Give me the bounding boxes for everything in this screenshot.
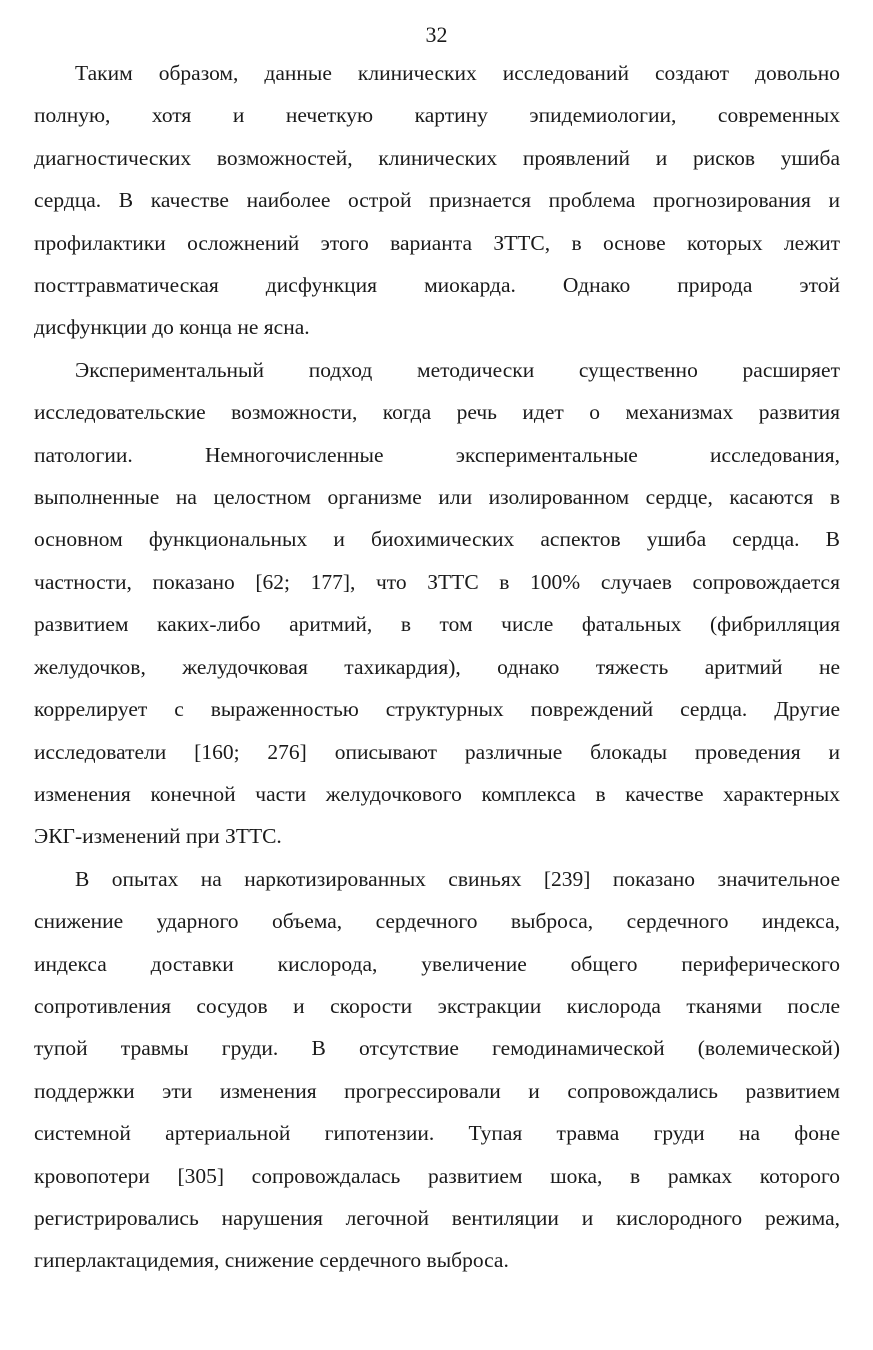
text-line: тупой травмы груди. В отсутствие гемодинамической (волемической) <box>34 1036 840 1061</box>
page-number: 32 <box>425 22 448 47</box>
text-line: кровопотери [305] сопровождалась развитием шока, в рамках которого <box>34 1163 840 1188</box>
text-line: исследовательские возможности, когда речь идет о механизмах развития <box>34 400 840 425</box>
text-line: индекса доставки кислорода, увеличение общего периферического <box>34 951 840 976</box>
text-line: полную, хотя и нечеткую картину эпидемиологии, современных <box>34 103 840 128</box>
paragraph-3 <box>34 858 840 1282</box>
text-line: посттравматическая дисфункция миокарда. Однако природа этой <box>34 273 840 298</box>
text-line: В опытах на наркотизированных свиньях [239] показано значительное <box>75 866 840 891</box>
text-line: развитием каких-либо аритмий, в том числе фатальных (фибрилляция <box>34 612 840 637</box>
text-line: патологии. Немногочисленные экспериментальные исследования, <box>34 442 840 467</box>
text-line: сердца. В качестве наиболее острой признается проблема прогнозирования и <box>34 188 840 213</box>
text-line: частности, показано [62; 177], что ЗТТС в 100% случаев сопровождается <box>34 569 840 594</box>
text-line: поддержки эти изменения прогрессировали и сопровождались развитием <box>34 1078 840 1103</box>
paragraph-1 <box>34 52 840 349</box>
text-line: Экспериментальный подход методически существенно расширяет <box>75 357 840 382</box>
text-line: изменения конечной части желудочкового комплекса в качестве характерных <box>34 781 840 806</box>
text-line: коррелирует с выраженностью структурных повреждений сердца. Другие <box>34 697 840 722</box>
text-line: дисфункции до конца не ясна. <box>34 315 310 340</box>
text-line: желудочков, желудочковая тахикардия), однако тяжесть аритмий не <box>34 654 840 679</box>
text-line: снижение ударного объема, сердечного выброса, сердечного индекса, <box>34 909 840 934</box>
text-line: сопротивления сосудов и скорости экстракции кислорода тканями после <box>34 993 840 1018</box>
text-line: диагностических возможностей, клинических проявлений и рисков ушиба <box>34 145 840 170</box>
paragraph-2 <box>34 349 840 858</box>
text-line: основном функциональных и биохимических аспектов ушиба сердца. В <box>34 527 840 552</box>
text-line: выполненные на целостном организме или изолированном сердце, касаются в <box>34 485 840 510</box>
text-line: системной артериальной гипотензии. Тупая травма груди на фоне <box>34 1121 840 1146</box>
text-line: профилактики осложнений этого варианта ЗТТС, в основе которых лежит <box>34 230 840 255</box>
text-line: ЭКГ-изменений при ЗТТС. <box>34 824 282 849</box>
text-line: исследователи [160; 276] описывают различные блокады проведения и <box>34 739 840 764</box>
body-text <box>34 52 840 1282</box>
text-line: Таким образом, данные клинических исследований создают довольно <box>75 61 840 85</box>
text-line: регистрировались нарушения легочной вентиляции и кислородного режима, <box>34 1205 840 1230</box>
text-line: гиперлактацидемия, снижение сердечного выброса. <box>34 1248 509 1273</box>
